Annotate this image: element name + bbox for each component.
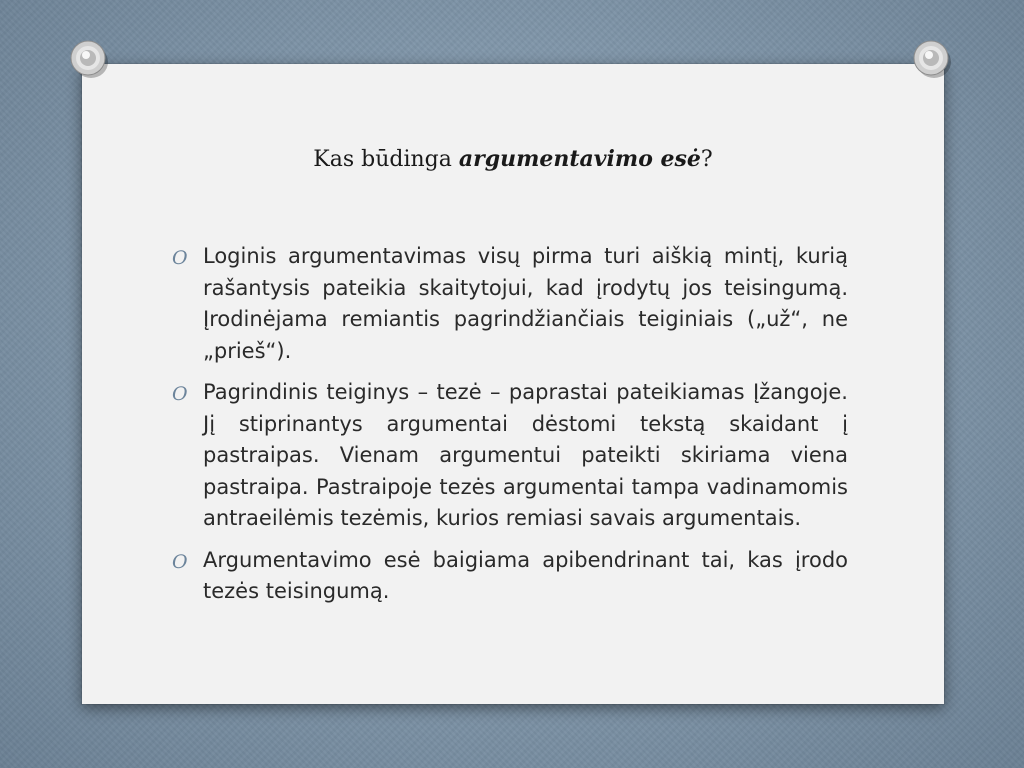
bullet-marker-icon: O: [172, 550, 188, 573]
bullet-item: [172, 377, 848, 535]
pushpin-right-icon: [909, 36, 955, 82]
pushpin-left-icon: [66, 36, 112, 82]
title-emphasis: argumentavimo esė: [458, 146, 701, 172]
slide-card: [82, 64, 944, 704]
slide-title: [82, 146, 944, 172]
bullet-text: Pagrindinis teiginys – tezė – paprastai pateikiamas Įžangoje. Jį stiprinantys argumentai dėstomi tekstą skaidant į pastraipas. Vienam argumentui pateikti skiriama viena pastraipa. Pastraipoje tezės argumentai tampa vadinamomis antraeilėmis tezėmis, kurios remiasi savais argumentais.: [203, 380, 848, 530]
bullet-marker-icon: O: [172, 383, 188, 405]
title-suffix: ?: [700, 147, 713, 172]
bullet-item: [172, 545, 848, 608]
bullet-text: Argumentavimo esė baigiama apibendrinant tai, kas įrodo tezės teisingumą.: [203, 547, 848, 603]
bullet-list: [172, 241, 848, 618]
title-prefix: Kas būdinga: [313, 147, 459, 172]
bullet-text: Loginis argumentavimas visų pirma turi aiškią mintį, kurią rašantysis pateikia skaitytojui, kad įrodytų jos teisingumą. Įrodinėjama remiantis pagrindžiančiais teiginiais („už“, ne „prieš“).: [203, 244, 848, 363]
bullet-marker-icon: O: [172, 247, 188, 269]
bullet-item: [172, 241, 848, 367]
